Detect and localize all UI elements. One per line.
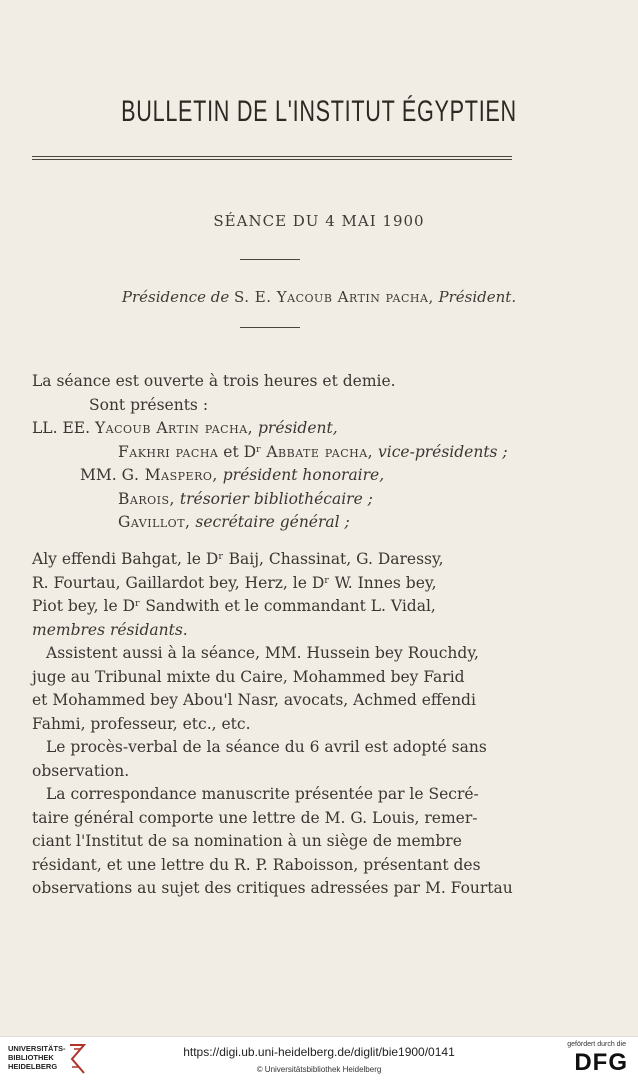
attendee-role: vice-présidents ; bbox=[378, 442, 508, 461]
double-rule-bottom bbox=[32, 159, 512, 160]
presidence-prefix: Présidence de bbox=[121, 288, 230, 306]
attendee-line bbox=[32, 488, 512, 512]
funder-label: gefördert durch die bbox=[567, 1041, 626, 1048]
seance-heading: SÉANCE DU 4 MAI 1900 bbox=[213, 212, 425, 230]
attendee-line bbox=[32, 417, 512, 441]
viewer-footer bbox=[0, 1036, 638, 1082]
text-line: Fahmi, professeur, etc., etc. bbox=[32, 714, 251, 733]
attendee-name: Barois, bbox=[118, 489, 175, 508]
attendance-block bbox=[32, 370, 512, 535]
text-line: La correspondance manuscrite présentée par le Secré- bbox=[46, 785, 479, 803]
attendee-name-2: Abbate pacha, bbox=[266, 442, 374, 461]
short-rule-2 bbox=[240, 327, 300, 328]
double-rule-top bbox=[32, 156, 512, 157]
text-line: taire général comporte une lettre de M. G. Louis, remer- bbox=[32, 808, 478, 827]
text-line: Aly effendi Bahgat, le Dʳ Baij, Chassinat, G. Daressy, bbox=[32, 550, 444, 568]
opening-line: La séance est ouverte à trois heures et demie. bbox=[32, 372, 396, 390]
copyright-text: © Universitätsbibliothek Heidelberg bbox=[256, 1065, 382, 1074]
text-line: résidant, et une lettre du R. P. Raboisson, présentant des bbox=[32, 855, 481, 874]
text-line: Le procès-verbal de la séance du 6 avril est adopté sans bbox=[46, 738, 487, 756]
text-line: Piot bey, le Dʳ Sandwith et le commandant L. Vidal, bbox=[32, 597, 436, 615]
library-line: HEIDELBERG bbox=[8, 1062, 58, 1071]
attendee-line bbox=[32, 511, 512, 535]
library-line: BIBLIOTHEK bbox=[8, 1053, 54, 1062]
attendee-role: trésorier bibliothécaire ; bbox=[179, 489, 373, 508]
attendee-name: G. Maspero, bbox=[121, 466, 218, 484]
attendee-mid: et Dʳ bbox=[218, 442, 267, 461]
presidence-line bbox=[0, 288, 638, 306]
text-line: Assistent aussi à la séance, MM. Hussein bey Rouchdy, bbox=[46, 644, 479, 662]
attendee-name: Gavillot, bbox=[118, 513, 191, 531]
paragraph bbox=[32, 642, 512, 736]
text-line: ciant l'Institut de sa nomination à un siège de membre bbox=[32, 832, 462, 850]
attendee-name: Yacoub Artin pacha, bbox=[94, 419, 254, 437]
text-line: R. Fourtau, Gaillardot bey, Herz, le Dʳ W. Innes bey, bbox=[32, 573, 437, 592]
attendee-name: Fakhri pacha bbox=[118, 442, 219, 461]
text-line: observations au sujet des critiques adressées par M. Fourtau bbox=[32, 879, 513, 897]
paragraph bbox=[32, 736, 512, 783]
attendee-line bbox=[32, 441, 512, 465]
library-line: UNIVERSITÄTS- bbox=[8, 1044, 66, 1053]
attendee-lead: MM. bbox=[80, 466, 117, 484]
attendee-role: président, bbox=[258, 419, 338, 437]
short-rule-1 bbox=[240, 259, 300, 260]
paragraph bbox=[32, 548, 512, 642]
sont-presents: Sont présents : bbox=[89, 395, 209, 414]
presidence-name: S. E. Yacoub Artin pacha, bbox=[234, 288, 434, 306]
dfg-logo[interactable]: DFG bbox=[574, 1049, 628, 1076]
text-line: juge au Tribunal mixte du Caire, Mohammed bey Farid bbox=[32, 667, 465, 686]
text-line: et Mohammed bey Abou'l Nasr, avocats, Achmed effendi bbox=[32, 691, 476, 709]
page-title: BULLETIN DE L'INSTITUT ÉGYPTIEN bbox=[121, 95, 517, 128]
paragraph bbox=[32, 783, 512, 901]
presidence-role: Président. bbox=[438, 288, 517, 306]
text-line: observation. bbox=[32, 761, 130, 780]
paragraphs-block bbox=[32, 548, 512, 901]
permalink-url[interactable]: https://digi.ub.uni-heidelberg.de/diglit/bie1900/0141 bbox=[183, 1045, 455, 1059]
attendee-role: président honoraire, bbox=[222, 466, 385, 484]
text-line: membres résidants. bbox=[32, 620, 188, 639]
attendee-role: secrétaire général ; bbox=[195, 513, 350, 531]
attendee-lead: LL. EE. bbox=[32, 419, 90, 437]
attendee-line bbox=[32, 464, 512, 488]
